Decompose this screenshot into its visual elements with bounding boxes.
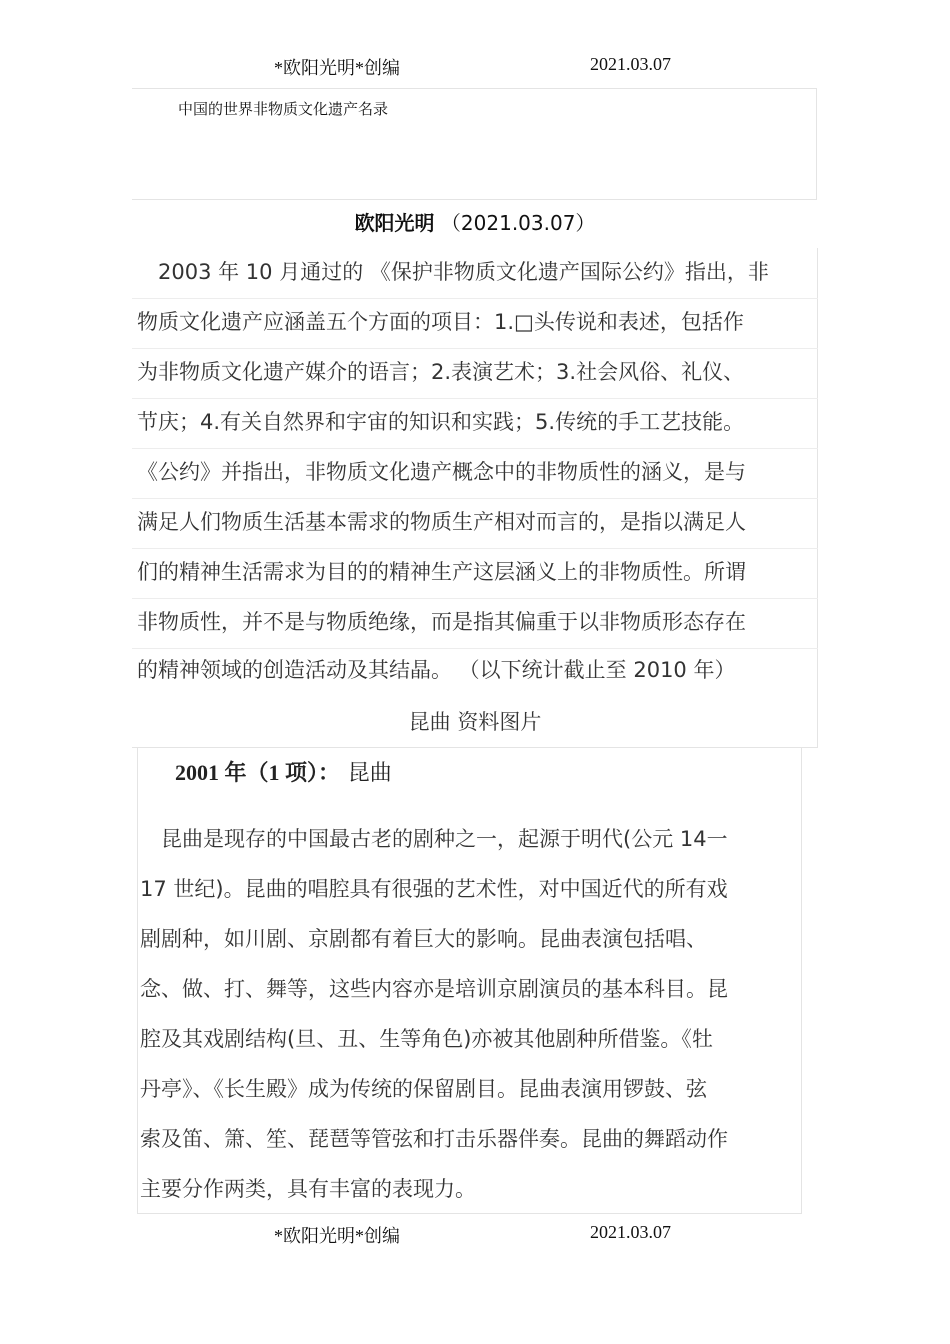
row-divider [132,598,818,599]
intro-line: 们的精神生活需求为目的的精神生产这层涵义上的非物质性。所谓 [137,560,746,584]
section-line: 索及笛、箫、笙、琵琶等管弦和打击乐器伴奏。昆曲的舞蹈动作 [140,1127,728,1151]
row-divider [132,448,818,449]
section-line: 念、做、打、舞等，这些内容亦是培训京剧演员的基本科目。昆 [140,977,728,1001]
section-heading [175,756,392,787]
intro-line: 节庆；4.有关自然界和宇宙的知识和实践；5.传统的手工艺技能。 [137,410,745,434]
intro-line: 非物质性，并不是与物质绝缘，而是指其偏重于以非物质形态存在 [137,610,746,634]
intro-line: 物质文化遗产应涵盖五个方面的项目：1.□头传说和表述，包括作 [137,310,744,334]
section-line: 腔及其戏剧结构(旦、丑、生等角色)亦被其他剧种所借鉴。《牡 [140,1027,713,1051]
header-date: 2021.03.07 [590,54,671,74]
footer-author: *欧阳光明*创编 [274,1226,400,1246]
footer-date: 2021.03.07 [590,1222,671,1242]
section-line: 主要分作两类，具有丰富的表现力。 [140,1177,476,1201]
intro-line: 《公约》并指出，非物质文化遗产概念中的非物质性的涵义，是与 [137,460,746,484]
section-year-label: 2001 年（1 项）： [175,760,341,785]
section-line: 剧剧种，如川剧、京剧都有着巨大的影响。昆曲表演包括唱、 [140,927,707,951]
byline-date: （2021.03.07） [440,211,596,235]
section-line: 17 世纪)。昆曲的唱腔具有很强的艺术性，对中国近代的所有戏 [140,877,728,901]
image-caption: 昆曲 资料图片 [408,710,542,734]
section-line: 昆曲是现存的中国最古老的剧种之一，起源于明代(公元 14一 [140,827,728,851]
intro-line: 的精神领域的创造活动及其结晶。 （以下统计截止至 2010 年） [137,658,736,682]
section-line: 丹亭》、《长生殿》成为传统的保留剧目。昆曲表演用锣鼓、弦 [140,1077,707,1101]
row-divider [132,298,818,299]
row-divider [132,398,818,399]
intro-line: 为非物质文化遗产媒介的语言；2.表演艺术；3.社会风俗、礼仪、 [137,360,745,384]
byline [0,207,950,236]
section-name: 昆曲 [347,761,392,786]
intro-line: 2003 年 10 月通过的 《保护非物质文化遗产国际公约》指出，非 [137,260,769,284]
row-divider [132,648,818,649]
row-divider [132,548,818,549]
header-author: *欧阳光明*创编 [274,58,400,78]
byline-author: 欧阳光明 [354,211,435,235]
intro-line: 满足人们物质生活基本需求的物质生产相对而言的，是指以满足人 [137,510,746,534]
row-divider [132,498,818,499]
row-divider [132,348,818,349]
document-title: 中国的世界非物质文化遗产名录 [178,100,389,118]
